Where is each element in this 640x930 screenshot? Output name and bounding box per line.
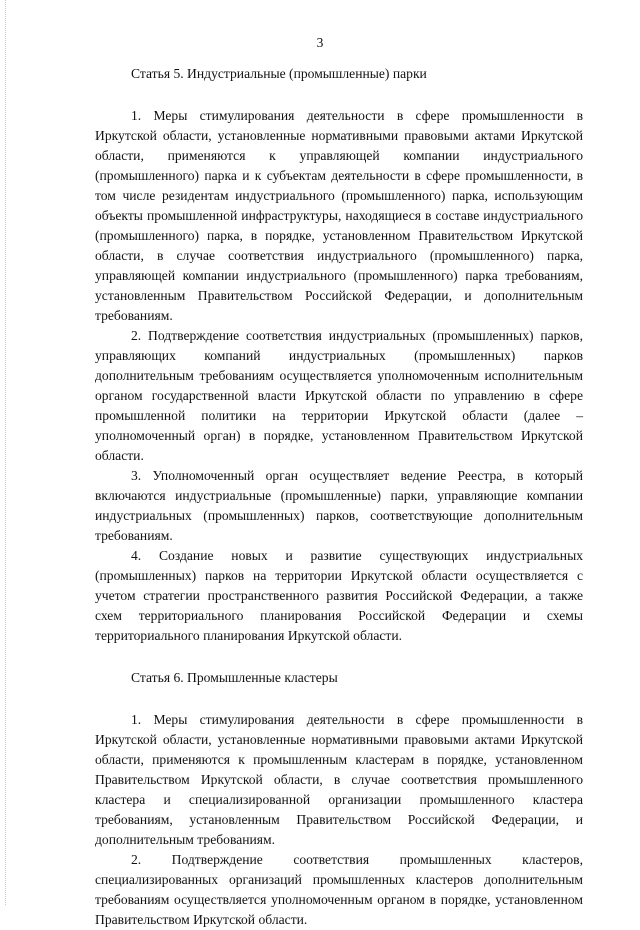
document-body — [95, 64, 583, 930]
page-number: 3 — [316, 35, 324, 50]
article-6 — [95, 668, 583, 930]
article-5-paragraph-2: 2. Подтверждение соответствия индустриальных (промышленных) парков, управляющих компаний индустриальных (промышленных) парков дополнительным требованиям осуществляется уполномоченным исполнительным органом государственной власти Иркутской области по управлению в сфере промышленной политики на территории Иркутской области (далее – уполномоченный орган) в порядке, установленном Правительством Иркутской области. — [95, 328, 583, 463]
margin-rule — [5, 0, 6, 905]
article-6-paragraph-1: 1. Меры стимулирования деятельности в сфере промышленности в Иркутской области, установленные нормативными правовыми актами Иркутской области, применяются к промышленным кластерам в порядке, установленном Правительством Иркутской области, в случае соответствия промышленного кластера и специализированной организации промышленного кластера требованиям, установленным Правительством Российской Федерации, и дополнительным требованиям. — [95, 712, 583, 847]
article-5 — [95, 64, 583, 646]
article-6-title: Статья 6. Промышленные кластеры — [131, 670, 338, 685]
article-6-paragraph-2: 2. Подтверждение соответствия промышленных кластеров, специализированных организаций промышленных кластеров дополнительным требованиям осуществляется уполномоченным органом в порядке, установленном Правительством Иркутской области. — [95, 852, 583, 927]
article-5-paragraph-4: 4. Создание новых и развитие существующих индустриальных (промышленных) парков на территории Иркутской области осуществляется с учетом стратегии пространственного развития Российской Федерации, а также схем территориального планирования Российской Федерации и схемы территориального планирования Иркутской области. — [95, 548, 583, 643]
article-5-paragraph-3: 3. Уполномоченный орган осуществляет ведение Реестра, в который включаются индустриальные (промышленные) парки, управляющие компании индустриальных (промышленных) парков, соответствующие дополнительным требованиям. — [95, 468, 583, 543]
section-gap — [95, 646, 583, 668]
article-5-paragraph-1: 1. Меры стимулирования деятельности в сфере промышленности в Иркутской области, установленные нормативными правовыми актами Иркутской области, применяются к управляющей компании индустриального (промышленного) парка и к субъектам деятельности в сфере промышленности, в том числе резидентам индустриального (промышленного) парка, использующим объекты промышленной инфраструктуры, находящиеся в составе индустриального (промышленного) парка, в порядке, установленном Правительством Иркутской области, в случае соответствия индустриального (промышленного) парка, управляющей компании индустриального (промышленного) парка требованиям, установленным Правительством Российской Федерации, и дополнительным требованиям. — [95, 108, 583, 323]
article-5-title: Статья 5. Индустриальные (промышленные) парки — [131, 66, 427, 81]
